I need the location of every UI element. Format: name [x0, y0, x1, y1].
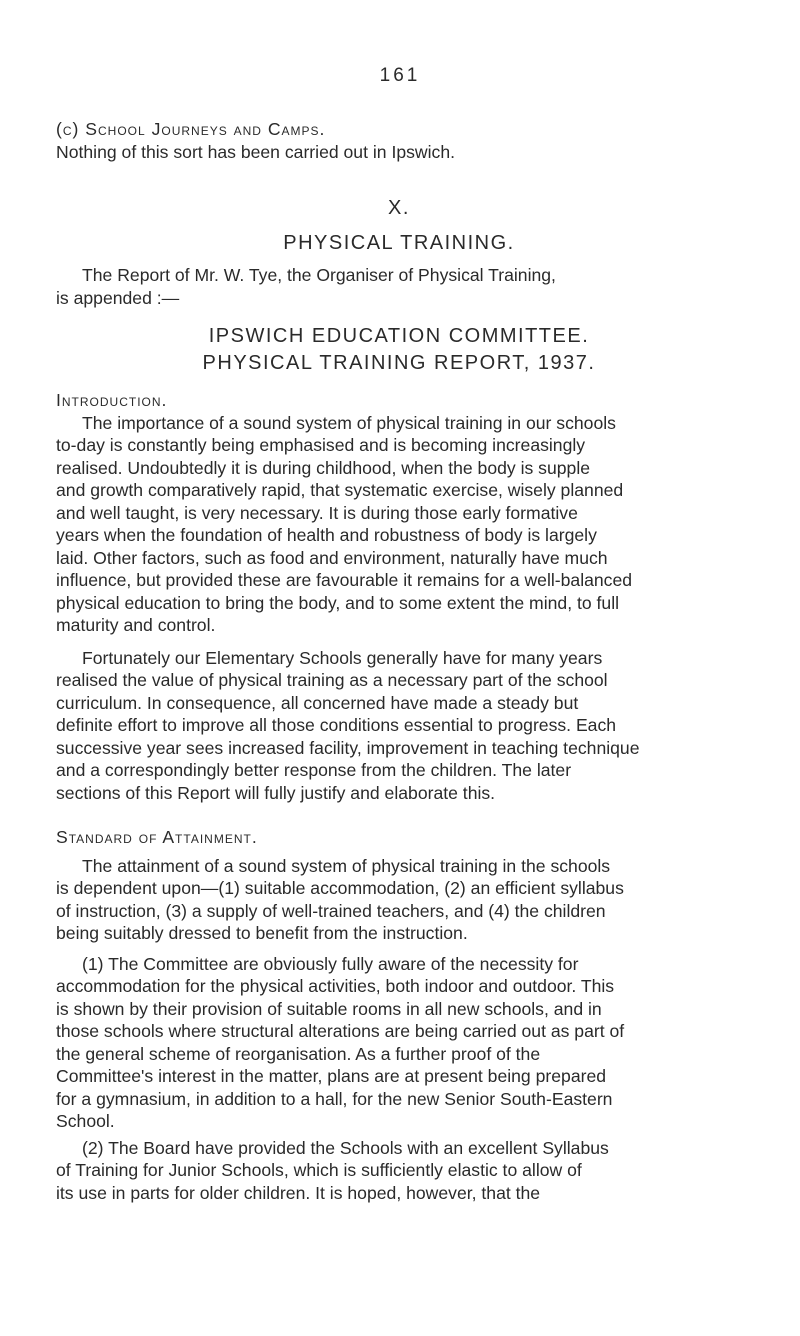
text-line: influence, but provided these are favourable it remains for a well-balanced	[56, 570, 633, 590]
text-line: realised. Undoubtedly it is during childhood, when the body is supple	[56, 457, 591, 478]
section-c-text: Nothing of this sort has been carried out in Ipswich.	[56, 141, 456, 162]
text-line: (1) The Committee are obviously fully aware of the necessity for	[82, 953, 579, 974]
section-x-title: PHYSICAL TRAINING.	[283, 232, 515, 254]
text-line: The importance of a sound system of physical training in our schools	[82, 412, 616, 433]
text-line: of Training for Junior Schools, which is sufficiently elastic to allow of	[56, 1160, 582, 1180]
standard-heading: Standard of Attainment.	[56, 827, 258, 847]
text-line: for a gymnasium, in addition to a hall, for the new Senior South-Eastern	[56, 1088, 613, 1109]
text-line: successive year sees increased facility, improvement in teaching technique	[56, 737, 640, 758]
text-line: maturity and control.	[56, 615, 216, 635]
intro-line: The Report of Mr. W. Tye, the Organiser of Physical Training,	[82, 265, 556, 285]
text-line: laid. Other factors, such as food and environment, naturally have much	[56, 547, 608, 568]
text-line: its use in parts for older children. It is hoped, however, that the	[56, 1182, 541, 1203]
text-line: Committee's interest in the matter, plans are at present being prepared	[56, 1066, 607, 1086]
text-line: of instruction, (3) a supply of well-trained teachers, and (4) the children	[56, 900, 606, 921]
text-line: The attainment of a sound system of physical training in the schools	[82, 855, 611, 876]
text-line: Fortunately our Elementary Schools generally have for many years	[82, 647, 603, 668]
standard-section	[56, 826, 742, 1204]
introduction-heading: Introduction.	[56, 390, 168, 410]
report-title-line2: PHYSICAL TRAINING REPORT, 1937.	[202, 352, 596, 374]
section-x-numeral: X.	[388, 197, 410, 219]
section-c-heading: (c) School Journeys and Camps.	[56, 119, 326, 139]
standard-paragraph-3	[56, 1137, 742, 1205]
text-line: is shown by their provision of suitable rooms in all new schools, and in	[56, 998, 602, 1019]
text-line: being suitably dressed to benefit from the instruction.	[56, 923, 468, 943]
intro-line: is appended :—	[56, 287, 180, 308]
text-line: definite effort to improve all those conditions essential to progress. Each	[56, 715, 617, 735]
text-line: and a correspondingly better response from the children. The later	[56, 760, 572, 780]
page-number: 161	[379, 65, 421, 86]
text-line: sections of this Report will fully justify and elaborate this.	[56, 782, 496, 803]
text-line: to-day is constantly being emphasised and is becoming increasingly	[56, 435, 586, 455]
standard-paragraph-1	[56, 855, 742, 945]
text-line: School.	[56, 1111, 115, 1131]
text-line: and well taught, is very necessary. It is during those early formative	[56, 502, 578, 523]
report-title-line1: IPSWICH EDUCATION COMMITTEE.	[208, 325, 590, 347]
standard-paragraph-2	[56, 953, 742, 1133]
text-line: accommodation for the physical activities, both indoor and outdoor. This	[56, 976, 615, 996]
section-x-intro	[56, 264, 742, 309]
introduction-paragraph-2	[56, 647, 742, 805]
introduction-section	[56, 389, 742, 804]
text-line: (2) The Board have provided the Schools with an excellent Syllabus	[82, 1137, 609, 1158]
introduction-paragraph-1	[56, 412, 742, 637]
text-line: realised the value of physical training as a necessary part of the school	[56, 670, 608, 690]
text-line: the general scheme of reorganisation. As a further proof of the	[56, 1043, 541, 1064]
text-line: years when the foundation of health and robustness of body is largely	[56, 525, 597, 545]
text-line: physical education to bring the body, and to some extent the mind, to full	[56, 592, 620, 613]
section-c	[56, 118, 742, 163]
text-line: and growth comparatively rapid, that systematic exercise, wisely planned	[56, 480, 624, 500]
text-line: is dependent upon—(1) suitable accommodation, (2) an efficient syllabus	[56, 878, 624, 898]
text-line: those schools where structural alterations are being carried out as part of	[56, 1021, 625, 1041]
text-line: curriculum. In consequence, all concerned have made a steady but	[56, 692, 579, 713]
